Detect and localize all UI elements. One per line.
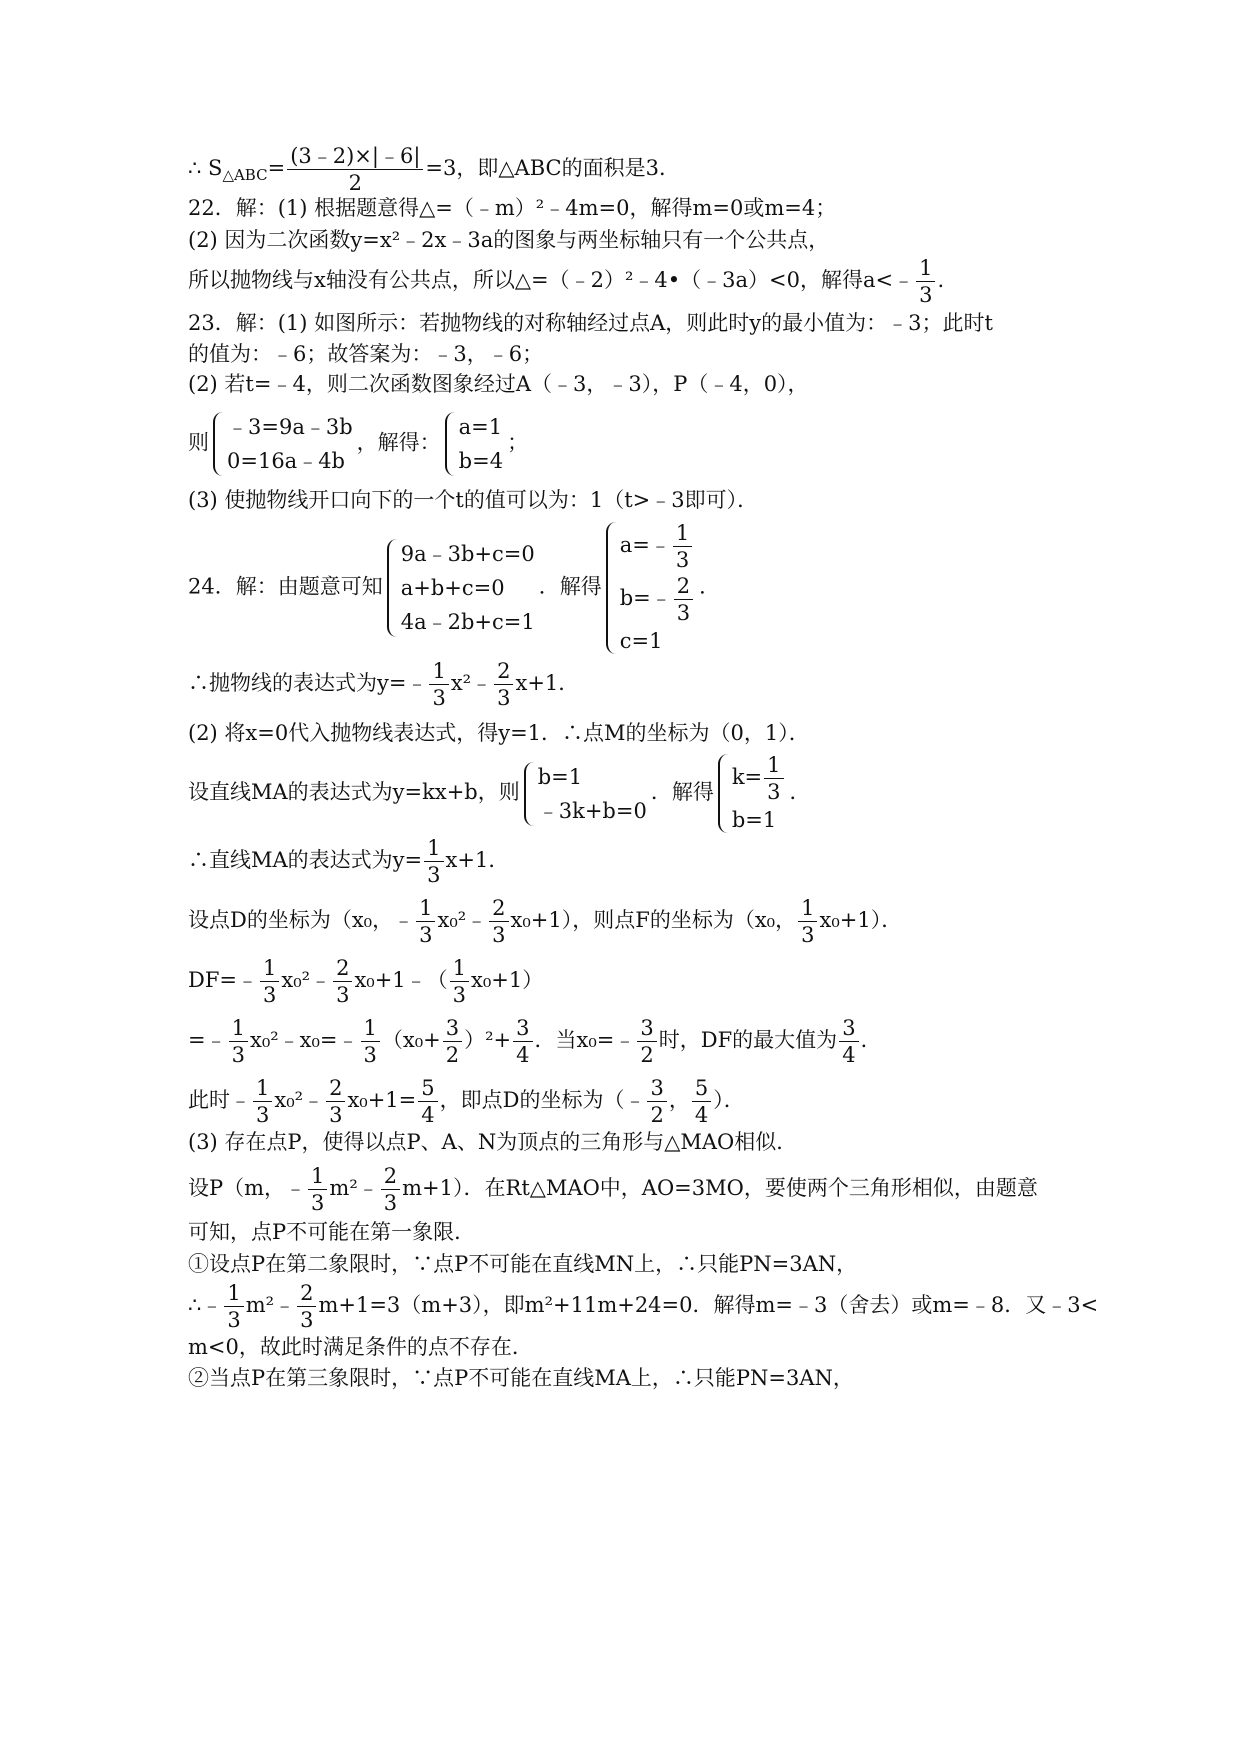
denominator: 3 xyxy=(497,686,511,710)
denominator: 3 xyxy=(263,983,277,1007)
fraction xyxy=(764,752,783,805)
fraction xyxy=(224,1280,243,1333)
text: k= xyxy=(731,765,763,789)
fraction xyxy=(229,1015,248,1068)
line-q24-quadrant-1: 可知，点P不可能在第一象限． xyxy=(188,1220,476,1244)
line-q23-system xyxy=(188,410,528,478)
denominator: 3 xyxy=(256,1103,270,1127)
denominator: 3 xyxy=(427,863,441,887)
fraction xyxy=(489,895,508,948)
fraction xyxy=(839,1015,858,1068)
text: = xyxy=(267,156,286,180)
fraction xyxy=(443,1015,462,1068)
line-q24-ma-expr xyxy=(188,835,509,888)
fraction xyxy=(798,895,817,948)
numerator: 2 xyxy=(381,1163,400,1190)
numerator: 3 xyxy=(513,1015,532,1042)
numerator: (3﹣2)×|﹣6| xyxy=(287,143,423,170)
fraction xyxy=(381,1163,400,1216)
text: x₀+1﹣（ xyxy=(354,968,448,992)
equation-system xyxy=(387,537,535,639)
equation-system xyxy=(524,760,647,828)
text: x²﹣ xyxy=(450,671,493,695)
line-q24-case-1: ①设点P在第二象限时，∵点P不可能在直线MN上，∴只能PN=3AN， xyxy=(188,1252,858,1276)
numerator: 2 xyxy=(494,658,513,685)
denominator: 3 xyxy=(432,686,446,710)
text: =﹣ xyxy=(188,1028,227,1052)
numerator: 1 xyxy=(424,835,443,862)
line-q24-parabola xyxy=(188,658,579,711)
fraction xyxy=(260,955,279,1008)
fraction xyxy=(416,895,435,948)
fraction xyxy=(450,955,469,1008)
text: b=﹣ xyxy=(619,586,672,610)
denominator: 3 xyxy=(419,923,433,947)
text: x₀+1），则点F的坐标为（x₀， xyxy=(510,908,797,932)
fraction xyxy=(513,1015,532,1068)
fraction xyxy=(673,520,692,573)
line-q22-3 xyxy=(188,255,944,308)
equation xyxy=(620,520,695,573)
numerator: 1 xyxy=(260,955,279,982)
numerator: 1 xyxy=(450,955,469,982)
text: ）²+ xyxy=(464,1028,512,1052)
subscript: △ABC xyxy=(222,166,268,185)
text: . xyxy=(937,268,945,292)
numerator: 1 xyxy=(229,1015,248,1042)
text: 所以抛物线与x轴没有公共点，所以△=（﹣2）²﹣4•（﹣3a）<0，解得a<﹣ xyxy=(188,268,915,292)
text: x₀²﹣ xyxy=(281,968,332,992)
equation-system xyxy=(213,410,353,478)
line-q24-case-2: ②当点P在第三象限时，∵点P不可能在直线MA上，∴只能PN=3AN， xyxy=(188,1366,854,1390)
text: ∴抛物线的表达式为y=﹣ xyxy=(188,671,428,695)
text: 此时﹣ xyxy=(188,1088,251,1112)
text: x₀²﹣x₀=﹣ xyxy=(249,1028,359,1052)
numerator: 3 xyxy=(647,1075,666,1102)
equation: 0=16a﹣4b xyxy=(227,449,346,473)
denominator: 3 xyxy=(227,1308,241,1332)
numerator: 2 xyxy=(674,573,693,600)
text: ∴ S xyxy=(188,156,223,180)
equation: a=1 xyxy=(458,415,503,439)
line-q23-4: (3) 使抛物线开口向下的一个t的值可以为：1（t>﹣3即可）． xyxy=(188,488,759,512)
line-q22-2: (2) 因为二次函数y=x²﹣2x﹣3a的图象与两坐标轴只有一个公共点， xyxy=(188,228,830,252)
denominator: 3 xyxy=(363,1043,377,1067)
denominator: 3 xyxy=(675,548,690,572)
solution-system xyxy=(718,752,786,835)
fraction xyxy=(253,1075,272,1128)
text: ． xyxy=(699,574,721,599)
line-q24-point-m: (2) 将x=0代入抛物线表达式，得y=1．∴点M的坐标为（0，1）． xyxy=(188,721,810,745)
text: m+1）．在Rt△MAO中，AO=3MO，要使两个三角形相似，由题意 xyxy=(402,1176,1038,1200)
denominator: 2 xyxy=(640,1043,654,1067)
numerator: 1 xyxy=(673,520,692,547)
fraction xyxy=(287,143,423,196)
equation: ﹣3=9a﹣3b xyxy=(227,415,353,439)
line-q24-d-coord xyxy=(188,1075,745,1128)
denominator: 3 xyxy=(300,1308,314,1332)
denominator: 2 xyxy=(348,171,362,195)
numerator: 1 xyxy=(416,895,435,922)
denominator: 3 xyxy=(452,983,467,1007)
text: 24．解：由题意可知 xyxy=(188,574,383,599)
text: x₀+1）． xyxy=(819,908,903,932)
fraction xyxy=(494,658,513,711)
text: ． xyxy=(860,1028,882,1052)
line-q24-p xyxy=(188,1163,1038,1216)
fraction xyxy=(308,1163,327,1216)
text: a=﹣ xyxy=(619,533,671,557)
text: ． xyxy=(789,780,811,804)
line-q23-2: 的值为：﹣6；故答案为：﹣3，﹣6； xyxy=(188,342,544,366)
fraction xyxy=(424,835,443,888)
fraction xyxy=(429,658,448,711)
equation: 4a﹣2b+c=1 xyxy=(400,610,535,634)
numerator: 1 xyxy=(308,1163,327,1190)
line-q24-df-max xyxy=(188,1015,882,1068)
denominator: 3 xyxy=(767,780,781,804)
numerator: 3 xyxy=(443,1015,462,1042)
numerator: 3 xyxy=(839,1015,858,1042)
denominator: 3 xyxy=(311,1191,325,1215)
line-q23-1: 23．解：(1) 如图所示：若抛物线的对称轴经过点A，则此时y的最小值为：﹣3；此时t xyxy=(188,311,993,335)
denominator: 3 xyxy=(801,923,815,947)
equation: c=1 xyxy=(619,629,663,653)
line-q24-case-1-eq xyxy=(188,1280,1098,1333)
text: ．解得 xyxy=(538,574,602,599)
denominator: 4 xyxy=(421,1103,435,1127)
fraction xyxy=(637,1015,656,1068)
fraction xyxy=(326,1075,345,1128)
numerator: 1 xyxy=(429,658,448,685)
numerator: 1 xyxy=(916,255,935,282)
numerator: 2 xyxy=(489,895,508,922)
line-q23-3: (2) 若t=﹣4，则二次函数图象经过A（﹣3，﹣3），P（﹣4，0）， xyxy=(188,372,809,396)
text: ）． xyxy=(713,1088,745,1112)
numerator: 3 xyxy=(637,1015,656,1042)
denominator: 3 xyxy=(231,1043,245,1067)
denominator: 3 xyxy=(492,923,506,947)
line-q24-df xyxy=(188,955,543,1008)
text: ∴直线MA的表达式为y= xyxy=(188,848,423,872)
text: m+1=3（m+3），即m²+11m+24=0．解得m=﹣3（舍去）或m=﹣8．又﹣3< xyxy=(318,1293,1099,1317)
denominator: 2 xyxy=(445,1043,460,1067)
text: m²﹣ xyxy=(329,1176,379,1200)
line-area-result xyxy=(188,143,680,196)
fraction xyxy=(916,255,935,308)
text: ，解得： xyxy=(356,430,441,455)
denominator: 3 xyxy=(329,1103,343,1127)
text: 设点D的坐标为（x₀，﹣ xyxy=(188,908,415,932)
numerator: 5 xyxy=(418,1075,437,1102)
equation xyxy=(620,573,695,626)
text: 时，DF的最大值为 xyxy=(658,1028,838,1052)
text: x₀+1） xyxy=(471,968,544,992)
line-q22-1: 22．解：(1) 根据题意得△=（﹣m）²﹣4m=0，解得m=0或m=4； xyxy=(188,196,837,220)
text: DF=﹣ xyxy=(188,968,259,992)
fraction xyxy=(647,1075,666,1128)
text: 设直线MA的表达式为y=kx+b，则 xyxy=(188,780,520,804)
equation: a+b+c=0 xyxy=(400,576,505,600)
equation: ﹣3k+b=0 xyxy=(537,798,647,823)
line-q24-case-1-end: m<0，故此时满足条件的点不存在． xyxy=(188,1335,533,1359)
denominator: 3 xyxy=(383,1191,398,1215)
fraction xyxy=(674,573,693,626)
denominator: 4 xyxy=(842,1043,856,1067)
numerator: 2 xyxy=(326,1075,345,1102)
equation: b=1 xyxy=(731,808,777,832)
line-q24-point-d xyxy=(188,895,902,948)
numerator: 1 xyxy=(361,1015,380,1042)
text: ．解得 xyxy=(650,780,714,804)
equation: 9a﹣3b+c=0 xyxy=(400,542,535,566)
denominator: 3 xyxy=(676,601,691,625)
text: ，即点D的坐标为（﹣ xyxy=(439,1088,646,1112)
text: 设P（m，﹣ xyxy=(188,1176,307,1200)
equation: b=4 xyxy=(458,449,504,473)
text: =3，即△ABC的面积是3． xyxy=(425,156,680,180)
text: 则 xyxy=(188,430,209,455)
numerator: 1 xyxy=(224,1280,243,1307)
equation: b=1 xyxy=(537,764,583,789)
text: x₀²﹣ xyxy=(274,1088,325,1112)
text: x+1． xyxy=(445,848,510,872)
text: x₀+1= xyxy=(347,1088,417,1112)
denominator: 4 xyxy=(516,1043,530,1067)
numerator: 2 xyxy=(333,955,352,982)
fraction xyxy=(333,955,352,1008)
numerator: 1 xyxy=(253,1075,272,1102)
numerator: 2 xyxy=(297,1280,316,1307)
text: x₀²﹣ xyxy=(437,908,488,932)
fraction xyxy=(692,1075,711,1128)
fraction xyxy=(297,1280,316,1333)
text: m²﹣ xyxy=(245,1293,296,1317)
text: （x₀+ xyxy=(381,1028,441,1052)
solution-system xyxy=(445,410,503,478)
denominator: 2 xyxy=(650,1103,664,1127)
fraction xyxy=(361,1015,380,1068)
denominator: 4 xyxy=(694,1103,709,1127)
denominator: 3 xyxy=(336,983,350,1007)
numerator: 5 xyxy=(692,1075,711,1102)
line-q24-3: (3) 存在点P，使得以点P、A、N为顶点的三角形与△MAO相似． xyxy=(188,1130,798,1154)
equation xyxy=(732,752,786,805)
line-q24-system xyxy=(188,520,720,656)
line-q24-line-ma xyxy=(188,752,811,835)
text: ∴﹣ xyxy=(188,1293,223,1317)
denominator: 3 xyxy=(919,283,933,307)
text: ．当x₀=﹣ xyxy=(534,1028,636,1052)
text: ； xyxy=(507,430,529,455)
solution-system xyxy=(606,520,695,656)
numerator: 1 xyxy=(764,752,783,779)
text: ， xyxy=(668,1088,690,1112)
text: x+1． xyxy=(515,671,580,695)
numerator: 1 xyxy=(798,895,817,922)
fraction xyxy=(418,1075,437,1128)
